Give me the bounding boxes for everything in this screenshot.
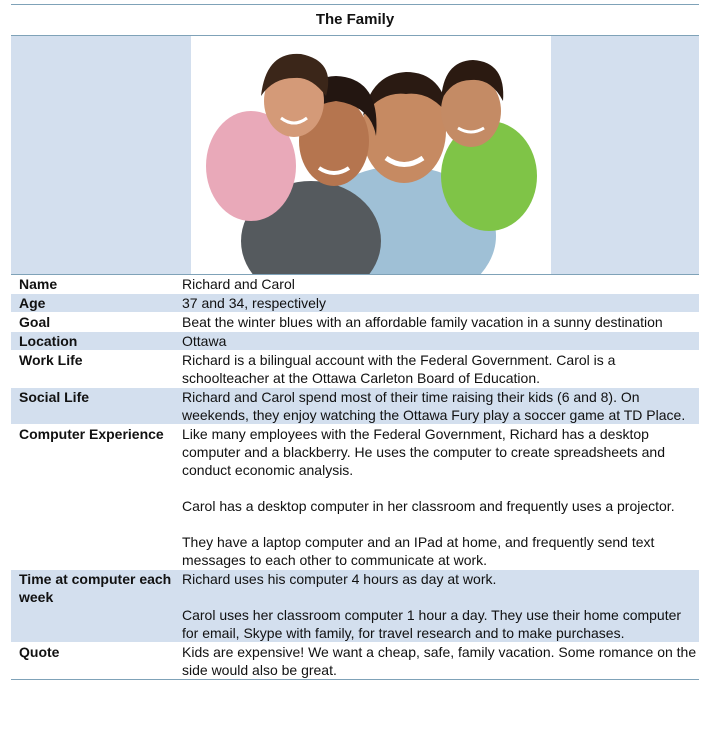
detail-value: [174, 643, 699, 680]
detail-row: [11, 275, 699, 294]
persona-card: [11, 0, 699, 680]
family-photo-illustration: [11, 36, 699, 274]
detail-value: [174, 570, 699, 643]
detail-label: Computer Experience: [11, 425, 174, 570]
detail-label: Goal: [11, 313, 174, 332]
detail-paragraph: Beat the winter blues with an affordable family vacation in a sunny destination: [182, 314, 663, 330]
detail-row: [11, 313, 699, 332]
detail-row: [11, 570, 699, 643]
detail-label: Social Life: [11, 388, 174, 425]
detail-row: [11, 643, 699, 680]
detail-label: Quote: [11, 643, 174, 680]
detail-value: [174, 388, 699, 425]
detail-paragraph: They have a laptop computer and an IPad at home, and frequently send text messages to each other to communicate at work.: [182, 534, 655, 568]
detail-paragraph: Carol has a desktop computer in her classroom and frequently uses a projector.: [182, 498, 675, 514]
family-photo: [11, 36, 699, 275]
detail-row: [11, 294, 699, 313]
detail-paragraph: 37 and 34, respectively: [182, 295, 326, 311]
detail-row: [11, 425, 699, 570]
detail-value: [174, 313, 699, 332]
detail-value: [174, 332, 699, 351]
detail-paragraph: Richard uses his computer 4 hours as day at work.: [182, 571, 497, 587]
detail-label: Time at computer each week: [11, 570, 174, 643]
detail-paragraph: Like many employees with the Federal Government, Richard has a desktop computer and a blackberry. He uses the computer to create spreadsheets and conduct economic analysis.: [182, 426, 666, 478]
detail-paragraph: Kids are expensive! We want a cheap, safe, family vacation. Some romance on the side would also be great.: [182, 644, 697, 678]
detail-label: Name: [11, 275, 174, 294]
detail-paragraph: Richard is a bilingual account with the Federal Government. Carol is a schoolteacher at the Ottawa Carleton Board of Education.: [182, 352, 616, 386]
detail-label: Age: [11, 294, 174, 313]
detail-row: [11, 332, 699, 351]
detail-value: [174, 275, 699, 294]
detail-label: Location: [11, 332, 174, 351]
detail-paragraph: Ottawa: [182, 333, 227, 349]
detail-paragraph: Richard and Carol spend most of their time raising their kids (6 and 8). On weekends, they enjoy watching the Ottawa Fury play a soccer game at TD Place.: [182, 389, 686, 423]
detail-paragraph: Richard and Carol: [182, 276, 295, 292]
detail-value: [174, 425, 699, 570]
persona-details-table: [11, 275, 699, 680]
detail-row: [11, 388, 699, 425]
detail-value: [174, 294, 699, 313]
detail-row: [11, 351, 699, 388]
detail-paragraph: Carol uses her classroom computer 1 hour a day. They use their home computer for email, Skype with family, for travel research and to make purchases.: [182, 607, 682, 641]
persona-title: The Family: [11, 4, 699, 36]
detail-value: [174, 351, 699, 388]
detail-label: Work Life: [11, 351, 174, 388]
